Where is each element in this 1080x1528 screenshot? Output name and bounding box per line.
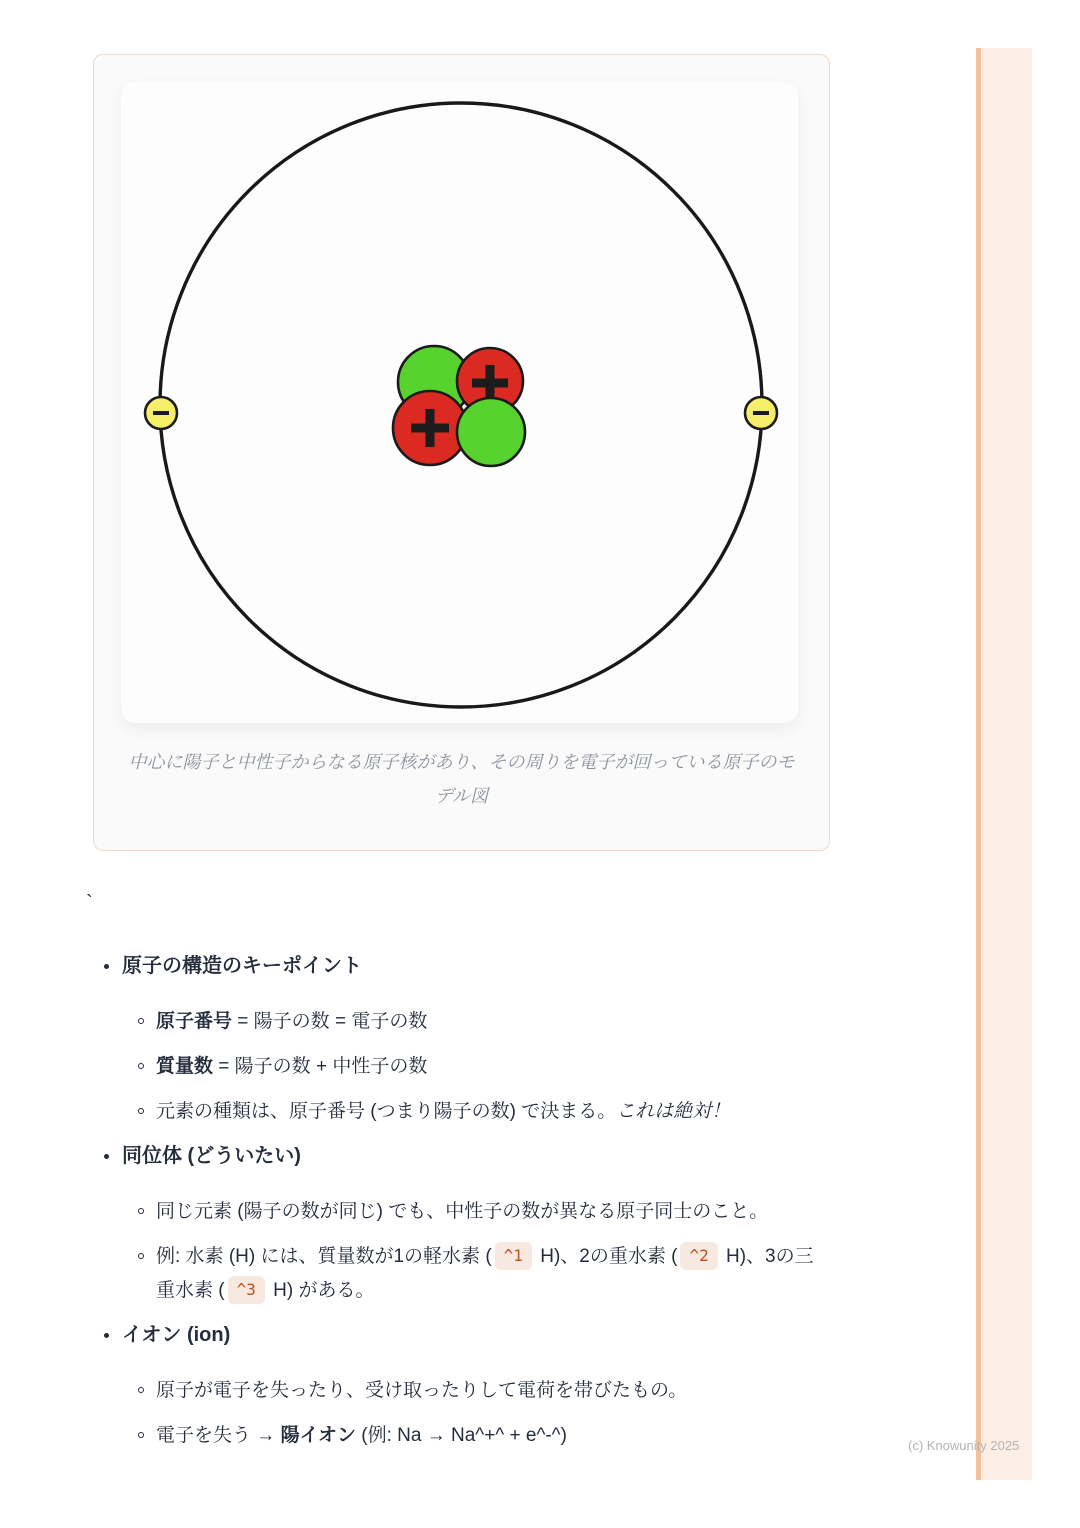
note-title-text: イオン (ion)	[122, 1324, 231, 1346]
atom-model-svg	[121, 82, 798, 723]
note-section-title	[0, 1319, 860, 1352]
text-segment: H) がある。	[267, 1280, 375, 1301]
note-section-title	[0, 1140, 860, 1173]
text-segment: 電子を失う →	[156, 1425, 281, 1446]
note-item	[0, 1095, 828, 1129]
inline-code-badge: ^2	[680, 1242, 717, 1270]
note-section-isotopes	[0, 1140, 860, 1308]
copyright-watermark: (c) Knowunity 2025	[908, 1438, 1020, 1453]
neutron-bottom-right	[457, 398, 525, 466]
note-item	[0, 1240, 828, 1308]
note-section-title	[0, 950, 860, 983]
note-title-text: 原子の構造のキーポイント	[122, 955, 362, 977]
text-segment: = 陽子の数 = 電子の数	[232, 1011, 428, 1032]
text-segment: (例: Na → Na^+^ + e^-^)	[356, 1425, 567, 1446]
note-item	[0, 1374, 828, 1408]
text-segment: これは絶対！	[616, 1101, 731, 1122]
text-segment: = 陽子の数 + 中性子の数	[213, 1056, 428, 1077]
notes-list	[0, 950, 860, 1464]
text-segment: 例: 水素 (H) には、質量数が1の軽水素 (	[156, 1246, 492, 1267]
text-segment: 原子が電子を失ったり、受け取ったりして電荷を帯びたもの。	[156, 1380, 688, 1401]
note-section-atom-structure	[0, 950, 860, 1129]
note-title-text: 同位体 (どういたい)	[122, 1145, 301, 1167]
text-segment: 同じ元素 (陽子の数が同じ) でも、中性子の数が異なる原子同士のこと。	[156, 1201, 769, 1222]
note-item	[0, 1050, 828, 1084]
figure-card	[93, 54, 830, 851]
note-section-ions	[0, 1319, 860, 1453]
note-item	[0, 1195, 828, 1229]
text-segment: 元素の種類は、原子番号 (つまり陽子の数) で決まる。	[156, 1101, 617, 1122]
note-item	[0, 1005, 828, 1039]
stray-backtick: `	[86, 892, 93, 914]
text-segment: H)、3の三重水素 (	[156, 1246, 814, 1301]
figure-caption: 中心に陽子と中性子からなる原子核があり、その周りを電子が回っている原子のモデル図	[128, 752, 795, 806]
note-item	[0, 1419, 828, 1453]
atom-model-figure	[121, 82, 798, 723]
text-segment: 原子番号	[156, 1011, 233, 1032]
page-accent-bar	[976, 48, 1032, 1480]
text-segment: H)、2の重水素 (	[534, 1246, 678, 1267]
text-segment: 陽イオン	[280, 1425, 356, 1446]
inline-code-badge: ^1	[495, 1242, 532, 1270]
inline-code-badge: ^3	[228, 1276, 265, 1304]
text-segment: 質量数	[156, 1056, 214, 1077]
